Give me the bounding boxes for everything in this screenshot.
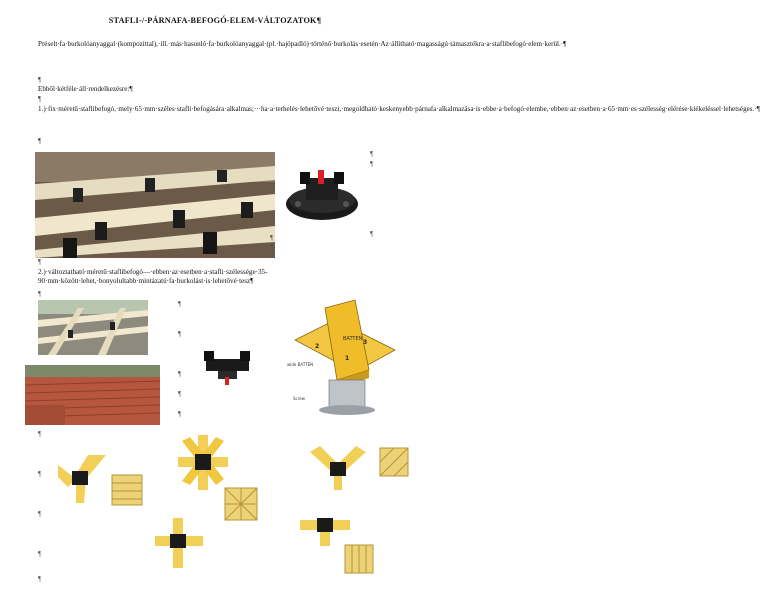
- hatched-tile-icon: [380, 448, 408, 476]
- wide-batten-label: wide BATTEN: [287, 362, 314, 367]
- paragraph-mark: ¶: [38, 430, 42, 438]
- item-1-paragraph: 1.)·fix·méretű·staflibefogó,·mely·65·mm·széles·stafli·befogására·alkalmas;···ha·a·terhelés·lehetővé·teszi,·megoldható·keskenyebb·párnafa·alkalmazása·is·ebbe·a·befogó·elembe,·ebben·az·esetben·a·65·mm·es·szélesség·elérése·kiékeléssel·lehetséges.·¶: [38, 105, 760, 113]
- number-label: 2: [315, 343, 320, 350]
- paragraph-mark: ¶: [370, 150, 374, 158]
- diagonal-tile-icon: [225, 488, 257, 520]
- empty-paragraph: ¶: [38, 137, 42, 145]
- cross-batten-diagram: [285, 300, 405, 415]
- striped-tile-icon: [345, 545, 373, 573]
- tile-pattern-icon: [112, 475, 142, 505]
- t-junction-diagram: [300, 512, 350, 546]
- available-paragraph: Ebből·kétféle·áll·rendelkezésre:¶: [38, 85, 133, 93]
- number-label: 1: [345, 355, 350, 362]
- star-junction-diagram: [178, 435, 228, 490]
- red-deck-photo: [25, 365, 160, 425]
- adjustable-clip-photo: [200, 345, 255, 387]
- paragraph-mark: ¶: [178, 390, 182, 398]
- deck-frame-photo: [35, 152, 275, 258]
- paragraph-mark: ¶: [270, 243, 274, 251]
- item-2-paragraph: 2.)·változtatható·méretű·staflibefogó—·ebben·az·esetben·a·stafli·szélessége·35-90·mm·között·lehet,·bonyolultabb·mintázatú·fa·burkolást·is·lehetővé·tesz¶: [38, 268, 268, 286]
- paragraph-mark: ¶: [270, 234, 274, 242]
- paragraph-mark: ¶: [178, 330, 182, 338]
- batten-label: BATTEN: [343, 336, 363, 342]
- paragraph-mark: ¶: [38, 510, 42, 518]
- document-title: STAFLI-/-PÁRNAFA-BEFOGÓ-ELEM-VÁLTOZATOK¶: [108, 16, 322, 25]
- cross-junction-diagram: [155, 518, 203, 568]
- paragraph-mark: ¶: [38, 258, 42, 266]
- number-label: 3: [363, 339, 368, 346]
- intro-paragraph: Préselt·fa·burkolóanyaggal·(kompozittal),·ill.·más·hasonló·fa·burkolóanyaggal·(pl.·hajópadló)·történő·burkolás·esetén·Az·állítható·magasságú·támasztékra·a·staflibefogó·elem·kerül.·¶: [38, 40, 567, 48]
- frame-construction-photo: [38, 300, 148, 355]
- paragraph-mark: ¶: [370, 160, 374, 168]
- paragraph-mark: ¶: [178, 300, 182, 308]
- paragraph-mark: ¶: [370, 230, 374, 238]
- paragraph-mark: ¶: [178, 410, 182, 418]
- empty-paragraph: ¶: [38, 76, 42, 84]
- junction-diagram: [58, 455, 106, 503]
- screw-label: Screw: [293, 396, 306, 401]
- paragraph-mark: ¶: [38, 575, 42, 583]
- empty-paragraph: ¶: [38, 95, 42, 103]
- paragraph-mark: ¶: [38, 550, 42, 558]
- pedestal-clip-photo: [280, 152, 365, 232]
- y-junction-diagram: [310, 438, 366, 490]
- paragraph-mark: ¶: [178, 370, 182, 378]
- paragraph-mark: ¶: [38, 470, 42, 478]
- paragraph-mark: ¶: [38, 290, 42, 298]
